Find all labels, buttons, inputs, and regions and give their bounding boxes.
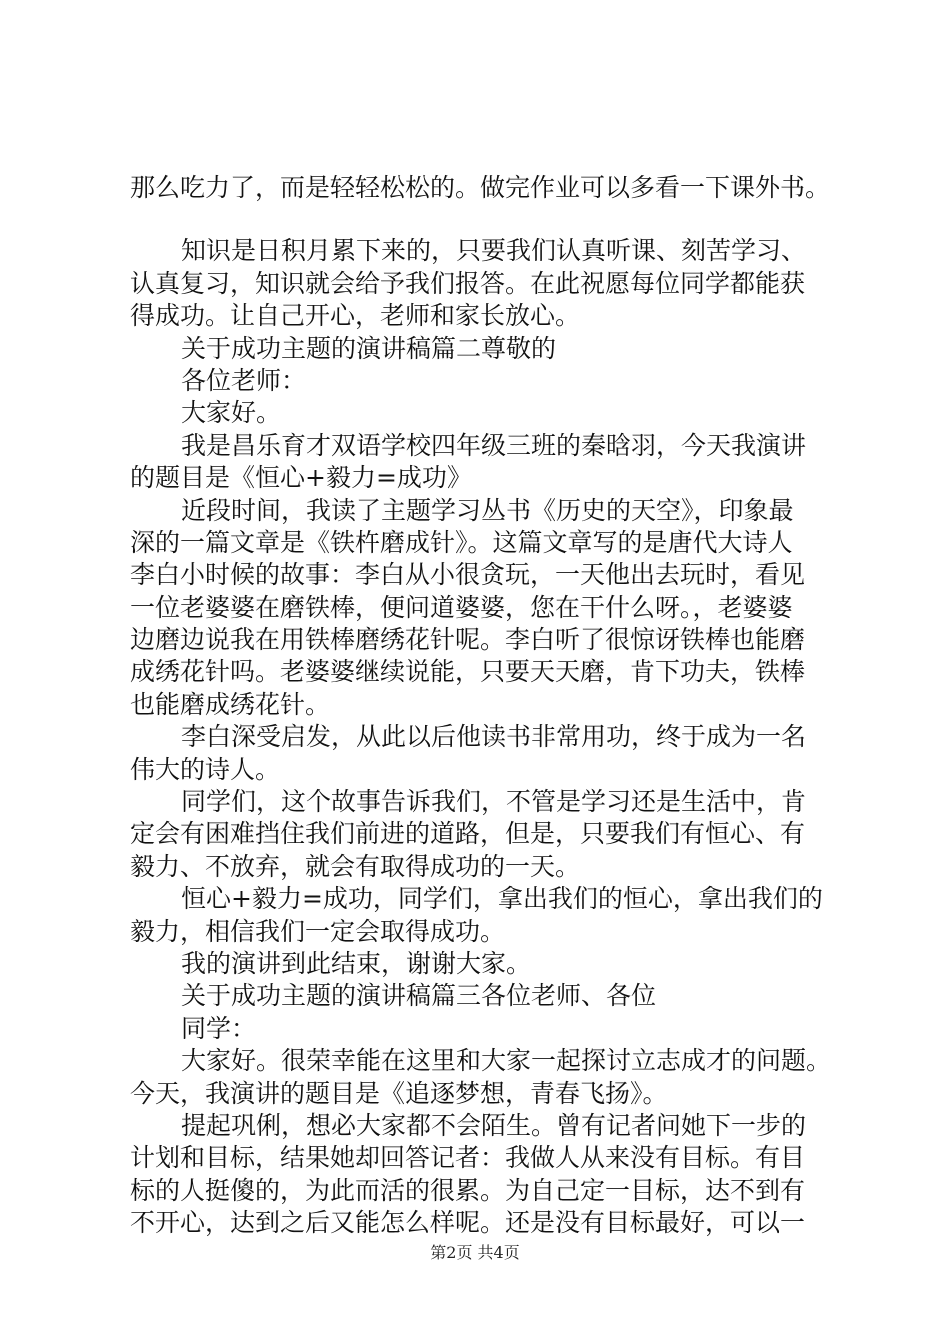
text-line: 也能磨成绣花针。 (130, 689, 331, 719)
text-line: 各位老师： (181, 365, 307, 395)
text-line: 认真复习，知识就会给予我们报答。在此祝愿每位同学都能获 (130, 268, 806, 298)
text-line: 一位老婆婆在磨铁棒，便问道婆婆，您在干什么呀。，老婆婆 (130, 592, 793, 622)
text-line: 今天，我演讲的题目是《追逐梦想，青春飞扬》。 (130, 1078, 668, 1108)
text-line: 不开心，达到之后又能怎么样呢。还是没有目标最好，可以一 (130, 1208, 806, 1238)
text-line: 李白小时候的故事：李白从小很贪玩，一天他出去玩时，看见 (130, 560, 806, 590)
text-line: 同学： (181, 1013, 257, 1043)
text-line: 的题目是《恒心+毅力=成功》 (130, 463, 472, 493)
text-line: 伟大的诗人。 (130, 754, 281, 784)
text-line: 我的演讲到此结束，谢谢大家。 (181, 948, 532, 978)
section-heading: 关于成功主题的演讲稿篇二尊敬的 (181, 333, 557, 363)
text-line: 深的一篇文章是《铁杵磨成针》。这篇文章写的是唐代大诗人 (130, 527, 793, 557)
text-line: 同学们，这个故事告诉我们，不管是学习还是生活中，肯 (181, 787, 807, 817)
text-line: 知识是日积月累下来的，只要我们认真听课、刻苦学习、 (181, 236, 807, 266)
text-line: 毅力，相信我们一定会取得成功。 (130, 916, 506, 946)
text-line: 李白深受启发，从此以后他读书非常用功，终于成为一名 (181, 722, 807, 752)
text-line: 大家好。 (181, 398, 282, 428)
text-line: 标的人挺傻的，为此而活的很累。为自己定一目标，达不到有 (130, 1175, 806, 1205)
text-line: 边磨边说我在用铁棒磨绣花针呢。李白听了很惊讶铁棒也能磨 (130, 625, 806, 655)
text-line: 毅力、不放弃，就会有取得成功的一天。 (130, 851, 581, 881)
text-line: 计划和目标，结果她却回答记者：我做人从来没有目标。有目 (130, 1143, 806, 1173)
text-line: 近段时间，我读了主题学习丛书《历史的天空》，印象最 (181, 495, 794, 525)
page-number: 第2页 共4页 (430, 1243, 520, 1262)
section-heading: 关于成功主题的演讲稿篇三各位老师、各位 (181, 981, 657, 1011)
text-line: 恒心+毅力=成功，同学们，拿出我们的恒心，拿出我们的 (181, 884, 823, 914)
text-line: 提起巩俐，想必大家都不会陌生。曾有记者问她下一步的 (181, 1110, 807, 1140)
text-line: 我是昌乐育才双语学校四年级三班的秦晗羽，今天我演讲 (181, 430, 807, 460)
document-body (130, 172, 850, 1240)
text-line: 定会有困难挡住我们前进的道路，但是，只要我们有恒心、有 (130, 819, 806, 849)
paragraph-gap (130, 204, 850, 235)
text-line: 得成功。让自己开心，老师和家长放心。 (130, 301, 581, 331)
text-line: 大家好。很荣幸能在这里和大家一起探讨立志成才的问题。 (181, 1046, 832, 1076)
text-line: 那么吃力了，而是轻轻松松的。做完作业可以多看一下课外书。 (130, 173, 831, 202)
text-line: 成绣花针吗。老婆婆继续说能，只要天天磨，肯下功夫，铁棒 (130, 657, 806, 687)
